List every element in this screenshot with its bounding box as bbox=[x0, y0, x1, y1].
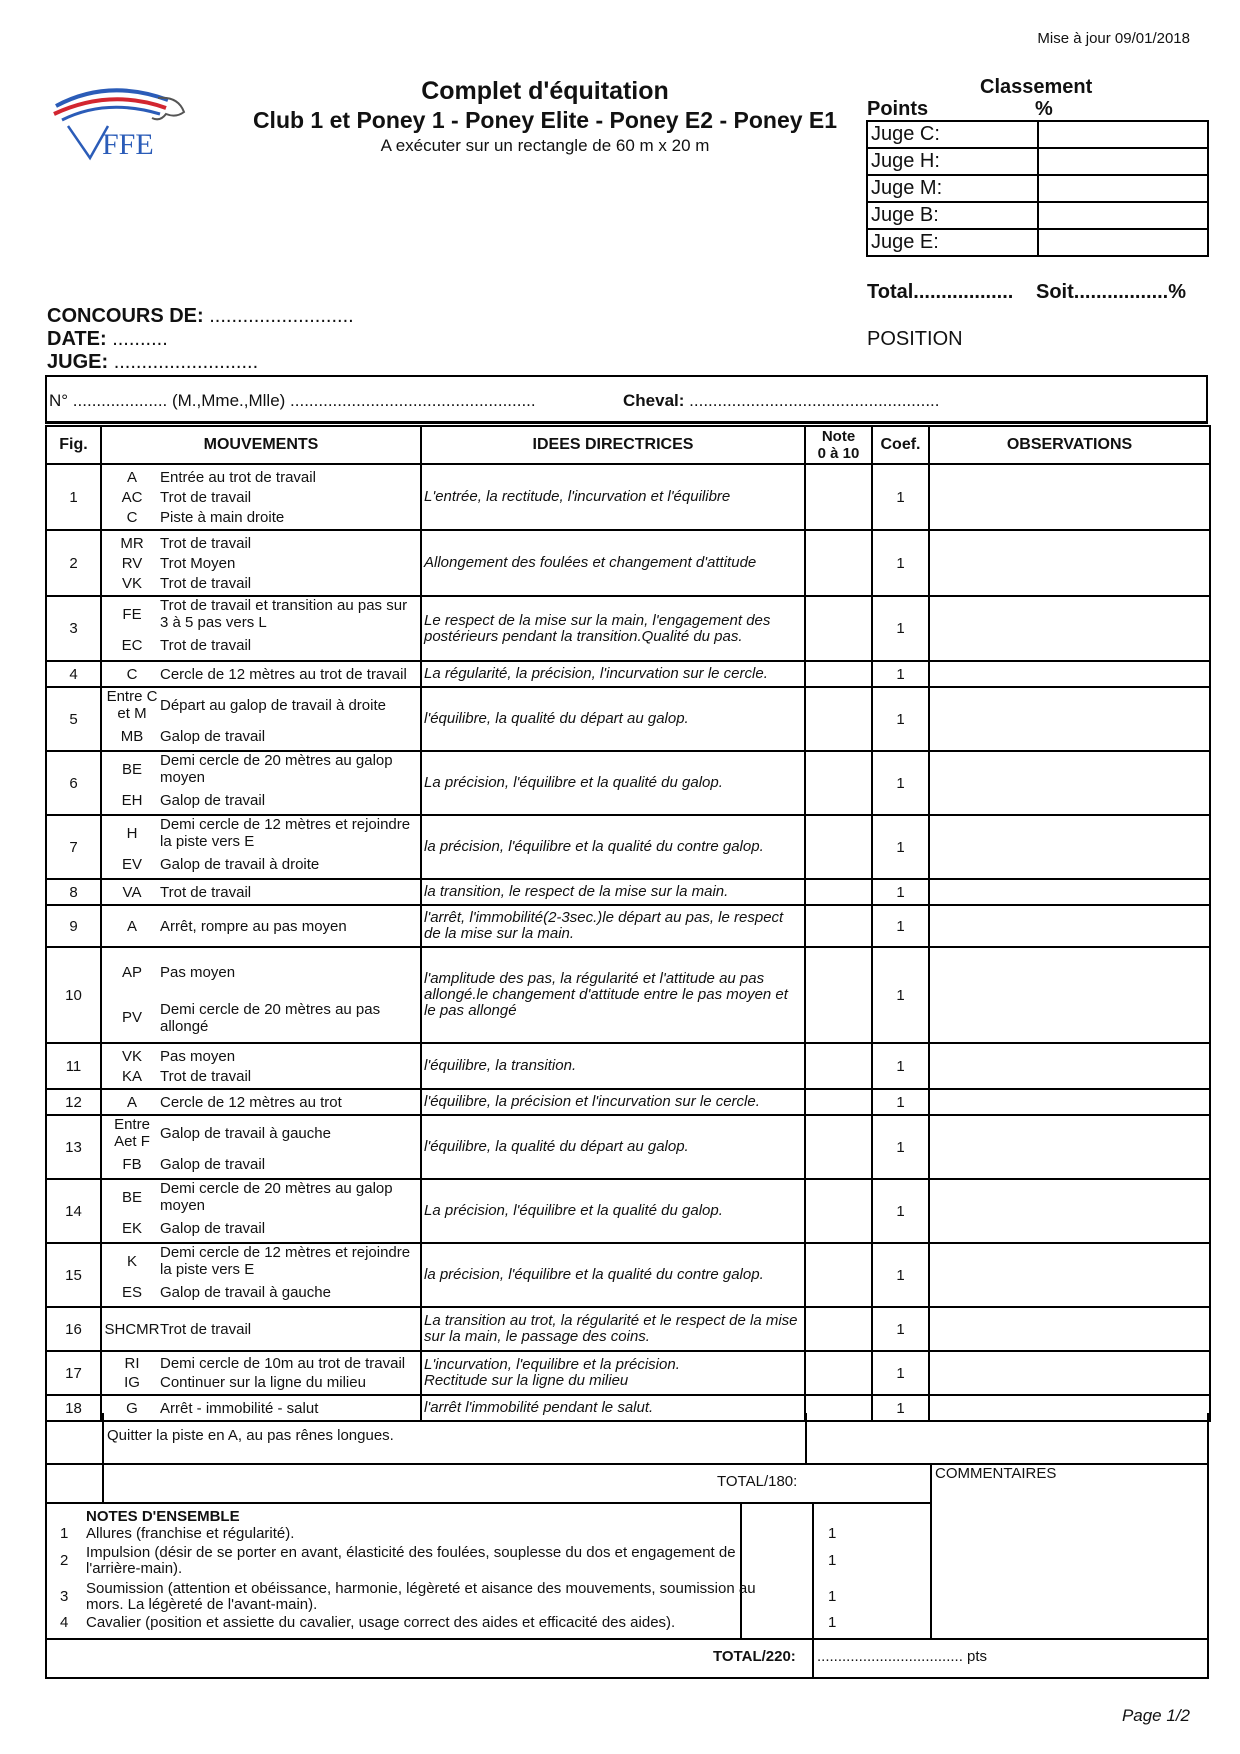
arena-letter: C bbox=[126, 665, 138, 683]
header-idees: IDEES DIRECTRICES bbox=[421, 426, 805, 464]
movement-cell bbox=[101, 1179, 421, 1243]
figure-number: 4 bbox=[46, 661, 101, 687]
arena-letter: VA bbox=[122, 883, 142, 901]
arena-letter: EH bbox=[121, 791, 143, 809]
figure-number: 7 bbox=[46, 815, 101, 879]
note-text: Cavalier (position et assiette du cavalier, usage correct des aides et efficacité des aides). bbox=[86, 1614, 676, 1631]
directive-idea: la transition, le respect de la mise sur la main. bbox=[421, 879, 805, 905]
note-number: 3 bbox=[60, 1588, 69, 1605]
figure-number: 14 bbox=[46, 1179, 101, 1243]
movement-row bbox=[46, 947, 1210, 1043]
movement-row bbox=[46, 1115, 1210, 1179]
note-field[interactable] bbox=[805, 1115, 872, 1179]
observation-field[interactable] bbox=[929, 1115, 1210, 1179]
observation-field[interactable] bbox=[929, 1243, 1210, 1307]
points-label: Points bbox=[867, 98, 929, 120]
note-field[interactable] bbox=[805, 1179, 872, 1243]
movement-cell bbox=[101, 596, 421, 661]
figure-number: 10 bbox=[46, 947, 101, 1043]
figure-number: 12 bbox=[46, 1089, 101, 1115]
observation-field[interactable] bbox=[929, 530, 1210, 596]
notes-list bbox=[60, 1526, 760, 1632]
movement-text: Départ au galop de travail à droite bbox=[160, 696, 386, 714]
figure-number: 17 bbox=[46, 1351, 101, 1395]
movement-cell bbox=[101, 464, 421, 530]
percent-label: % bbox=[1035, 98, 1053, 120]
movement-text: Continuer sur la ligne du milieu bbox=[160, 1374, 366, 1391]
directive-idea: l'équilibre, la qualité du départ au galop. bbox=[421, 1115, 805, 1179]
movement-text: Trot de travail bbox=[160, 574, 252, 592]
observation-field[interactable] bbox=[929, 815, 1210, 879]
movement-row bbox=[46, 815, 1210, 879]
coef-value: 1 bbox=[872, 879, 929, 905]
total-field[interactable]: Total.................. bbox=[867, 281, 1014, 303]
coef-value: 1 bbox=[872, 905, 929, 947]
arena-letter: BE bbox=[121, 760, 142, 778]
arena-letter: AC bbox=[121, 488, 143, 506]
note-coef: 1 bbox=[828, 1614, 837, 1631]
arena-letter: MB bbox=[120, 727, 144, 745]
note-coef: 1 bbox=[828, 1525, 837, 1542]
logo-text: FFE bbox=[102, 128, 154, 161]
movements-table bbox=[45, 425, 1211, 1422]
quit-text: Quitter la piste en A, au pas rênes longues. bbox=[107, 1427, 394, 1444]
note-field[interactable] bbox=[805, 905, 872, 947]
arena-letter: FB bbox=[122, 1155, 142, 1173]
note-text: Impulsion (désir de se porter en avant, élasticité des foulées, souplesse du dos et engagement de l'arrière-main). bbox=[86, 1544, 736, 1577]
juge-field[interactable]: .......................... bbox=[113, 351, 259, 373]
header-mouvements: MOUVEMENTS bbox=[101, 426, 421, 464]
figure-number: 13 bbox=[46, 1115, 101, 1179]
movement-row bbox=[46, 1351, 1210, 1395]
movement-cell bbox=[101, 751, 421, 815]
movement-text: Trot de travail bbox=[160, 637, 252, 654]
note-number: 1 bbox=[60, 1525, 69, 1542]
movement-row bbox=[46, 879, 1210, 905]
coef-value: 1 bbox=[872, 1115, 929, 1179]
figure-number: 15 bbox=[46, 1243, 101, 1307]
movement-text: Cercle de 12 mètres au trot bbox=[160, 1093, 342, 1111]
judge-score-field[interactable] bbox=[1038, 121, 1208, 148]
figure-number: 9 bbox=[46, 905, 101, 947]
directive-idea: l'amplitude des pas, la régularité et l'attitude au pas allongé.le changement d'attitude entre le pas moyen et le pas allongé bbox=[421, 947, 805, 1043]
arena-letter: KA bbox=[121, 1067, 142, 1085]
page-number: Page 1/2 bbox=[1121, 1706, 1190, 1725]
movement-cell bbox=[101, 815, 421, 879]
observation-field[interactable] bbox=[929, 751, 1210, 815]
movement-text: Galop de travail bbox=[160, 1219, 266, 1237]
judge-label: Juge H: bbox=[867, 148, 1038, 175]
commentaires-label: COMMENTAIRES bbox=[935, 1465, 1057, 1482]
movement-row bbox=[46, 687, 1210, 751]
movement-text: Galop de travail à gauche bbox=[160, 1283, 331, 1301]
movement-row bbox=[46, 596, 1210, 661]
movement-text: Demi cercle de 12 mètres et rejoindre la piste vers E bbox=[160, 1244, 411, 1278]
movement-text: Trot de travail bbox=[160, 1067, 252, 1085]
coef-value: 1 bbox=[872, 530, 929, 596]
movement-cell bbox=[101, 905, 421, 947]
coef-value: 1 bbox=[872, 464, 929, 530]
movement-text: Demi cercle de 12 mètres et rejoindre la piste vers E bbox=[160, 816, 411, 850]
figure-number: 6 bbox=[46, 751, 101, 815]
movement-text: Arrêt, rompre au pas moyen bbox=[160, 917, 347, 935]
rider-row bbox=[45, 375, 1208, 424]
coef-value: 1 bbox=[872, 1395, 929, 1421]
movement-text: Galop de travail bbox=[160, 791, 266, 809]
page-title: Complet d'équitation bbox=[421, 77, 669, 105]
movement-text: Entrée au trot de travail bbox=[160, 468, 316, 486]
movement-text: Trot de travail et transition au pas sur 3 à 5 pas vers L bbox=[160, 597, 408, 631]
header-coef: Coef. bbox=[872, 426, 929, 464]
arena-letter: MR bbox=[120, 534, 144, 552]
judge-label: Juge M: bbox=[867, 175, 1038, 202]
arena-letter: SHCMR bbox=[104, 1320, 160, 1338]
judge-score-field[interactable] bbox=[1038, 175, 1208, 202]
movement-text: Galop de travail à gauche bbox=[160, 1124, 331, 1142]
arena-letter: RI bbox=[124, 1355, 140, 1372]
directive-idea: l'arrêt l'immobilité pendant le salut. bbox=[421, 1395, 805, 1421]
coef-value: 1 bbox=[872, 596, 929, 661]
update-date: Mise à jour 09/01/2018 bbox=[1037, 30, 1190, 47]
movement-row bbox=[46, 1043, 1210, 1089]
concours-label: CONCOURS DE: bbox=[47, 305, 204, 327]
movement-row bbox=[46, 530, 1210, 596]
coef-value: 1 bbox=[872, 687, 929, 751]
movement-cell bbox=[101, 1089, 421, 1115]
arena-letter: FE bbox=[122, 605, 142, 623]
directive-idea: La transition au trot, la régularité et le respect de la mise sur la main, le passage des coins. bbox=[421, 1307, 805, 1351]
movement-text: Trot de travail bbox=[160, 534, 252, 552]
juge-label: JUGE: bbox=[47, 351, 109, 373]
note-number: 2 bbox=[60, 1552, 69, 1569]
directive-idea: Allongement des foulées et changement d'attitude bbox=[421, 530, 805, 596]
arena-letter: H bbox=[126, 824, 138, 842]
concours-field[interactable]: .......................... bbox=[209, 305, 354, 327]
judge-label: Juge B: bbox=[867, 202, 1038, 229]
arena-letter: EK bbox=[121, 1219, 142, 1237]
figure-number: 18 bbox=[46, 1395, 101, 1421]
header-note: Note 0 à 10 bbox=[805, 426, 872, 464]
movement-cell bbox=[101, 1307, 421, 1351]
quit-row bbox=[45, 1413, 1209, 1465]
arena-letter: ES bbox=[121, 1283, 142, 1301]
movement-cell bbox=[101, 1351, 421, 1395]
coef-value: 1 bbox=[872, 1307, 929, 1351]
note-text: Soumission (attention et obéissance, harmonie, légèreté et aisance des mouvements, soumission au mors. La légèreté de l'avant-main). bbox=[86, 1580, 756, 1613]
cheval-field[interactable]: ..................................................... bbox=[689, 391, 940, 410]
figure-number: 16 bbox=[46, 1307, 101, 1351]
judge-label: Juge E: bbox=[867, 229, 1038, 256]
observation-field[interactable] bbox=[929, 947, 1210, 1043]
movement-cell bbox=[101, 947, 421, 1043]
movement-text: Demi cercle de 20 mètres au galop moyen bbox=[160, 752, 393, 786]
observation-field[interactable] bbox=[929, 1307, 1210, 1351]
figure-number: 3 bbox=[46, 596, 101, 661]
movement-cell bbox=[101, 530, 421, 596]
total180-label: TOTAL/180: bbox=[717, 1473, 798, 1490]
observation-field[interactable] bbox=[929, 879, 1210, 905]
observation-field[interactable] bbox=[929, 661, 1210, 687]
observation-field[interactable] bbox=[929, 1043, 1210, 1089]
judge-score-field[interactable] bbox=[1038, 148, 1208, 175]
note-field[interactable] bbox=[805, 1089, 872, 1115]
arena-letter: IG bbox=[124, 1374, 140, 1391]
date-label: DATE: bbox=[47, 328, 107, 350]
arena-letter: VK bbox=[121, 1047, 142, 1065]
coef-value: 1 bbox=[872, 947, 929, 1043]
note-field[interactable] bbox=[805, 1307, 872, 1351]
coef-value: 1 bbox=[872, 661, 929, 687]
note-coef: 1 bbox=[828, 1588, 837, 1605]
note-field[interactable] bbox=[805, 530, 872, 596]
arena-letter: AP bbox=[121, 964, 142, 981]
note-field[interactable] bbox=[805, 1351, 872, 1395]
total220-label: TOTAL/220: bbox=[713, 1648, 796, 1665]
total220-field[interactable]: ................................... pts bbox=[817, 1648, 988, 1665]
directive-idea: La précision, l'équilibre et la qualité du galop. bbox=[421, 1179, 805, 1243]
observation-field[interactable] bbox=[929, 687, 1210, 751]
arena-letter: Entre C et M bbox=[106, 688, 158, 722]
notes-heading: NOTES D'ENSEMBLE bbox=[86, 1508, 240, 1525]
coef-value: 1 bbox=[872, 1089, 929, 1115]
directive-idea: La régularité, la précision, l'incurvation sur le cercle. bbox=[421, 661, 805, 687]
observation-field[interactable] bbox=[929, 1089, 1210, 1115]
movement-text: Trot de travail bbox=[160, 883, 252, 901]
movement-cell bbox=[101, 879, 421, 905]
movement-cell bbox=[101, 1243, 421, 1307]
arena-letter: C bbox=[126, 508, 138, 526]
note-field[interactable] bbox=[805, 947, 872, 1043]
figure-number: 8 bbox=[46, 879, 101, 905]
header-fig: Fig. bbox=[46, 426, 101, 464]
note-number: 4 bbox=[60, 1614, 69, 1631]
note-field[interactable] bbox=[805, 1043, 872, 1089]
movement-text: Demi cercle de 20 mètres au galop moyen bbox=[160, 1180, 393, 1214]
directive-idea: La précision, l'équilibre et la qualité du galop. bbox=[421, 751, 805, 815]
rider-number-field[interactable]: N° .................... (M.,Mme.,Mlle) .................................................... bbox=[49, 391, 536, 410]
event-info bbox=[47, 305, 354, 374]
movement-text: Cercle de 12 mètres au trot de travail bbox=[160, 665, 407, 683]
note-field[interactable] bbox=[805, 751, 872, 815]
movement-text: Galop de travail bbox=[160, 727, 266, 745]
movement-row bbox=[46, 905, 1210, 947]
movement-text: Galop de travail bbox=[160, 1155, 266, 1173]
directive-idea: L'entrée, la rectitude, l'incurvation et l'équilibre bbox=[421, 464, 805, 530]
directive-idea: l'équilibre, la transition. bbox=[421, 1043, 805, 1089]
page-subtitle: Club 1 et Poney 1 - Poney Elite - Poney E2 - Poney E1 bbox=[252, 107, 838, 133]
movement-text: Pas moyen bbox=[160, 1047, 236, 1065]
movement-row bbox=[46, 1307, 1210, 1351]
movement-row bbox=[46, 751, 1210, 815]
arena-letter: RV bbox=[121, 554, 143, 572]
arena-letter: Entre Aet F bbox=[114, 1116, 150, 1150]
note-field[interactable] bbox=[805, 596, 872, 661]
directive-idea: Le respect de la mise sur la main, l'engagement des postérieurs pendant la transition.Qualité du pas. bbox=[421, 596, 805, 661]
figure-number: 5 bbox=[46, 687, 101, 751]
directive-idea: l'équilibre, la qualité du départ au galop. bbox=[421, 687, 805, 751]
figure-number: 2 bbox=[46, 530, 101, 596]
movement-text: Trot de travail bbox=[160, 1320, 252, 1338]
coef-value: 1 bbox=[872, 815, 929, 879]
directive-idea: l'équilibre, la précision et l'incurvation sur le cercle. bbox=[421, 1089, 805, 1115]
note-field[interactable] bbox=[805, 464, 872, 530]
arena-letter: G bbox=[126, 1399, 138, 1417]
note-coef: 1 bbox=[828, 1552, 837, 1569]
arena-letter: VK bbox=[121, 574, 142, 592]
note-field[interactable] bbox=[805, 687, 872, 751]
arena-letter: A bbox=[126, 917, 137, 935]
ffe-logo bbox=[48, 78, 198, 170]
coef-value: 1 bbox=[872, 751, 929, 815]
movement-row bbox=[46, 464, 1210, 530]
arena-letter: BE bbox=[121, 1188, 142, 1206]
arena-letter: PV bbox=[121, 1009, 142, 1026]
coef-value: 1 bbox=[872, 1043, 929, 1089]
movement-cell bbox=[101, 687, 421, 751]
figure-number: 11 bbox=[46, 1043, 101, 1089]
arena-letter: EV bbox=[121, 855, 142, 873]
directive-idea: l'arrêt, l'immobilité(2-3sec.)le départ au pas, le respect de la mise sur la main. bbox=[421, 905, 805, 947]
directive-idea: L'incurvation, l'equilibre et la précision. Rectitude sur la ligne du milieu bbox=[421, 1351, 805, 1395]
note-field[interactable] bbox=[805, 661, 872, 687]
observation-field[interactable] bbox=[929, 905, 1210, 947]
movement-row bbox=[46, 1179, 1210, 1243]
movement-text: Demi cercle de 20 mètres au pas allongé bbox=[160, 1000, 381, 1035]
movement-cell bbox=[101, 661, 421, 687]
coef-value: 1 bbox=[872, 1351, 929, 1395]
observation-field[interactable] bbox=[929, 596, 1210, 661]
header-observations: OBSERVATIONS bbox=[929, 426, 1210, 464]
observation-field[interactable] bbox=[929, 1351, 1210, 1395]
note-text: Allures (franchise et régularité). bbox=[86, 1525, 295, 1542]
arena-letter: A bbox=[126, 1093, 137, 1111]
coef-value: 1 bbox=[872, 1243, 929, 1307]
judge-label: Juge C: bbox=[867, 121, 1038, 148]
note-field[interactable] bbox=[805, 879, 872, 905]
position-label: POSITION bbox=[867, 328, 963, 350]
note-field[interactable] bbox=[805, 1243, 872, 1307]
title-block bbox=[200, 76, 890, 156]
movement-text: Demi cercle de 10m au trot de travail bbox=[160, 1355, 406, 1372]
movement-cell bbox=[101, 1115, 421, 1179]
movement-text: Galop de travail à droite bbox=[160, 855, 320, 873]
judges-table bbox=[866, 120, 1209, 257]
movement-text: Pas moyen bbox=[160, 964, 236, 981]
directive-idea: la précision, l'équilibre et la qualité du contre galop. bbox=[421, 815, 805, 879]
movement-row bbox=[46, 1243, 1210, 1307]
figure-number: 1 bbox=[46, 464, 101, 530]
movement-row bbox=[46, 661, 1210, 687]
movement-cell bbox=[101, 1043, 421, 1089]
movement-text: Trot de travail bbox=[160, 488, 252, 506]
arena-letter: A bbox=[126, 468, 137, 486]
judge-score-field[interactable] bbox=[1038, 229, 1208, 256]
observation-field[interactable] bbox=[929, 1179, 1210, 1243]
movement-text: Arrêt - immobilité - salut bbox=[160, 1399, 319, 1417]
observation-field[interactable] bbox=[929, 464, 1210, 530]
soit-field[interactable]: Soit.................% bbox=[1036, 281, 1187, 303]
movement-text: Piste à main droite bbox=[160, 508, 285, 526]
movement-text: Trot Moyen bbox=[160, 554, 236, 572]
coef-value: 1 bbox=[872, 1179, 929, 1243]
arena-note: A exécuter sur un rectangle de 60 m x 20 m bbox=[380, 136, 710, 155]
judge-score-field[interactable] bbox=[1038, 202, 1208, 229]
classement-label: Classement bbox=[980, 76, 1093, 98]
note-field[interactable] bbox=[805, 815, 872, 879]
movement-row bbox=[46, 1089, 1210, 1115]
cheval-label: Cheval: bbox=[623, 391, 685, 410]
arena-letter: K bbox=[126, 1252, 137, 1270]
date-field[interactable]: .......... bbox=[112, 328, 168, 350]
arena-letter: EC bbox=[121, 637, 143, 654]
notes-coef-column bbox=[828, 1526, 848, 1632]
directive-idea: la précision, l'équilibre et la qualité du contre galop. bbox=[421, 1243, 805, 1307]
